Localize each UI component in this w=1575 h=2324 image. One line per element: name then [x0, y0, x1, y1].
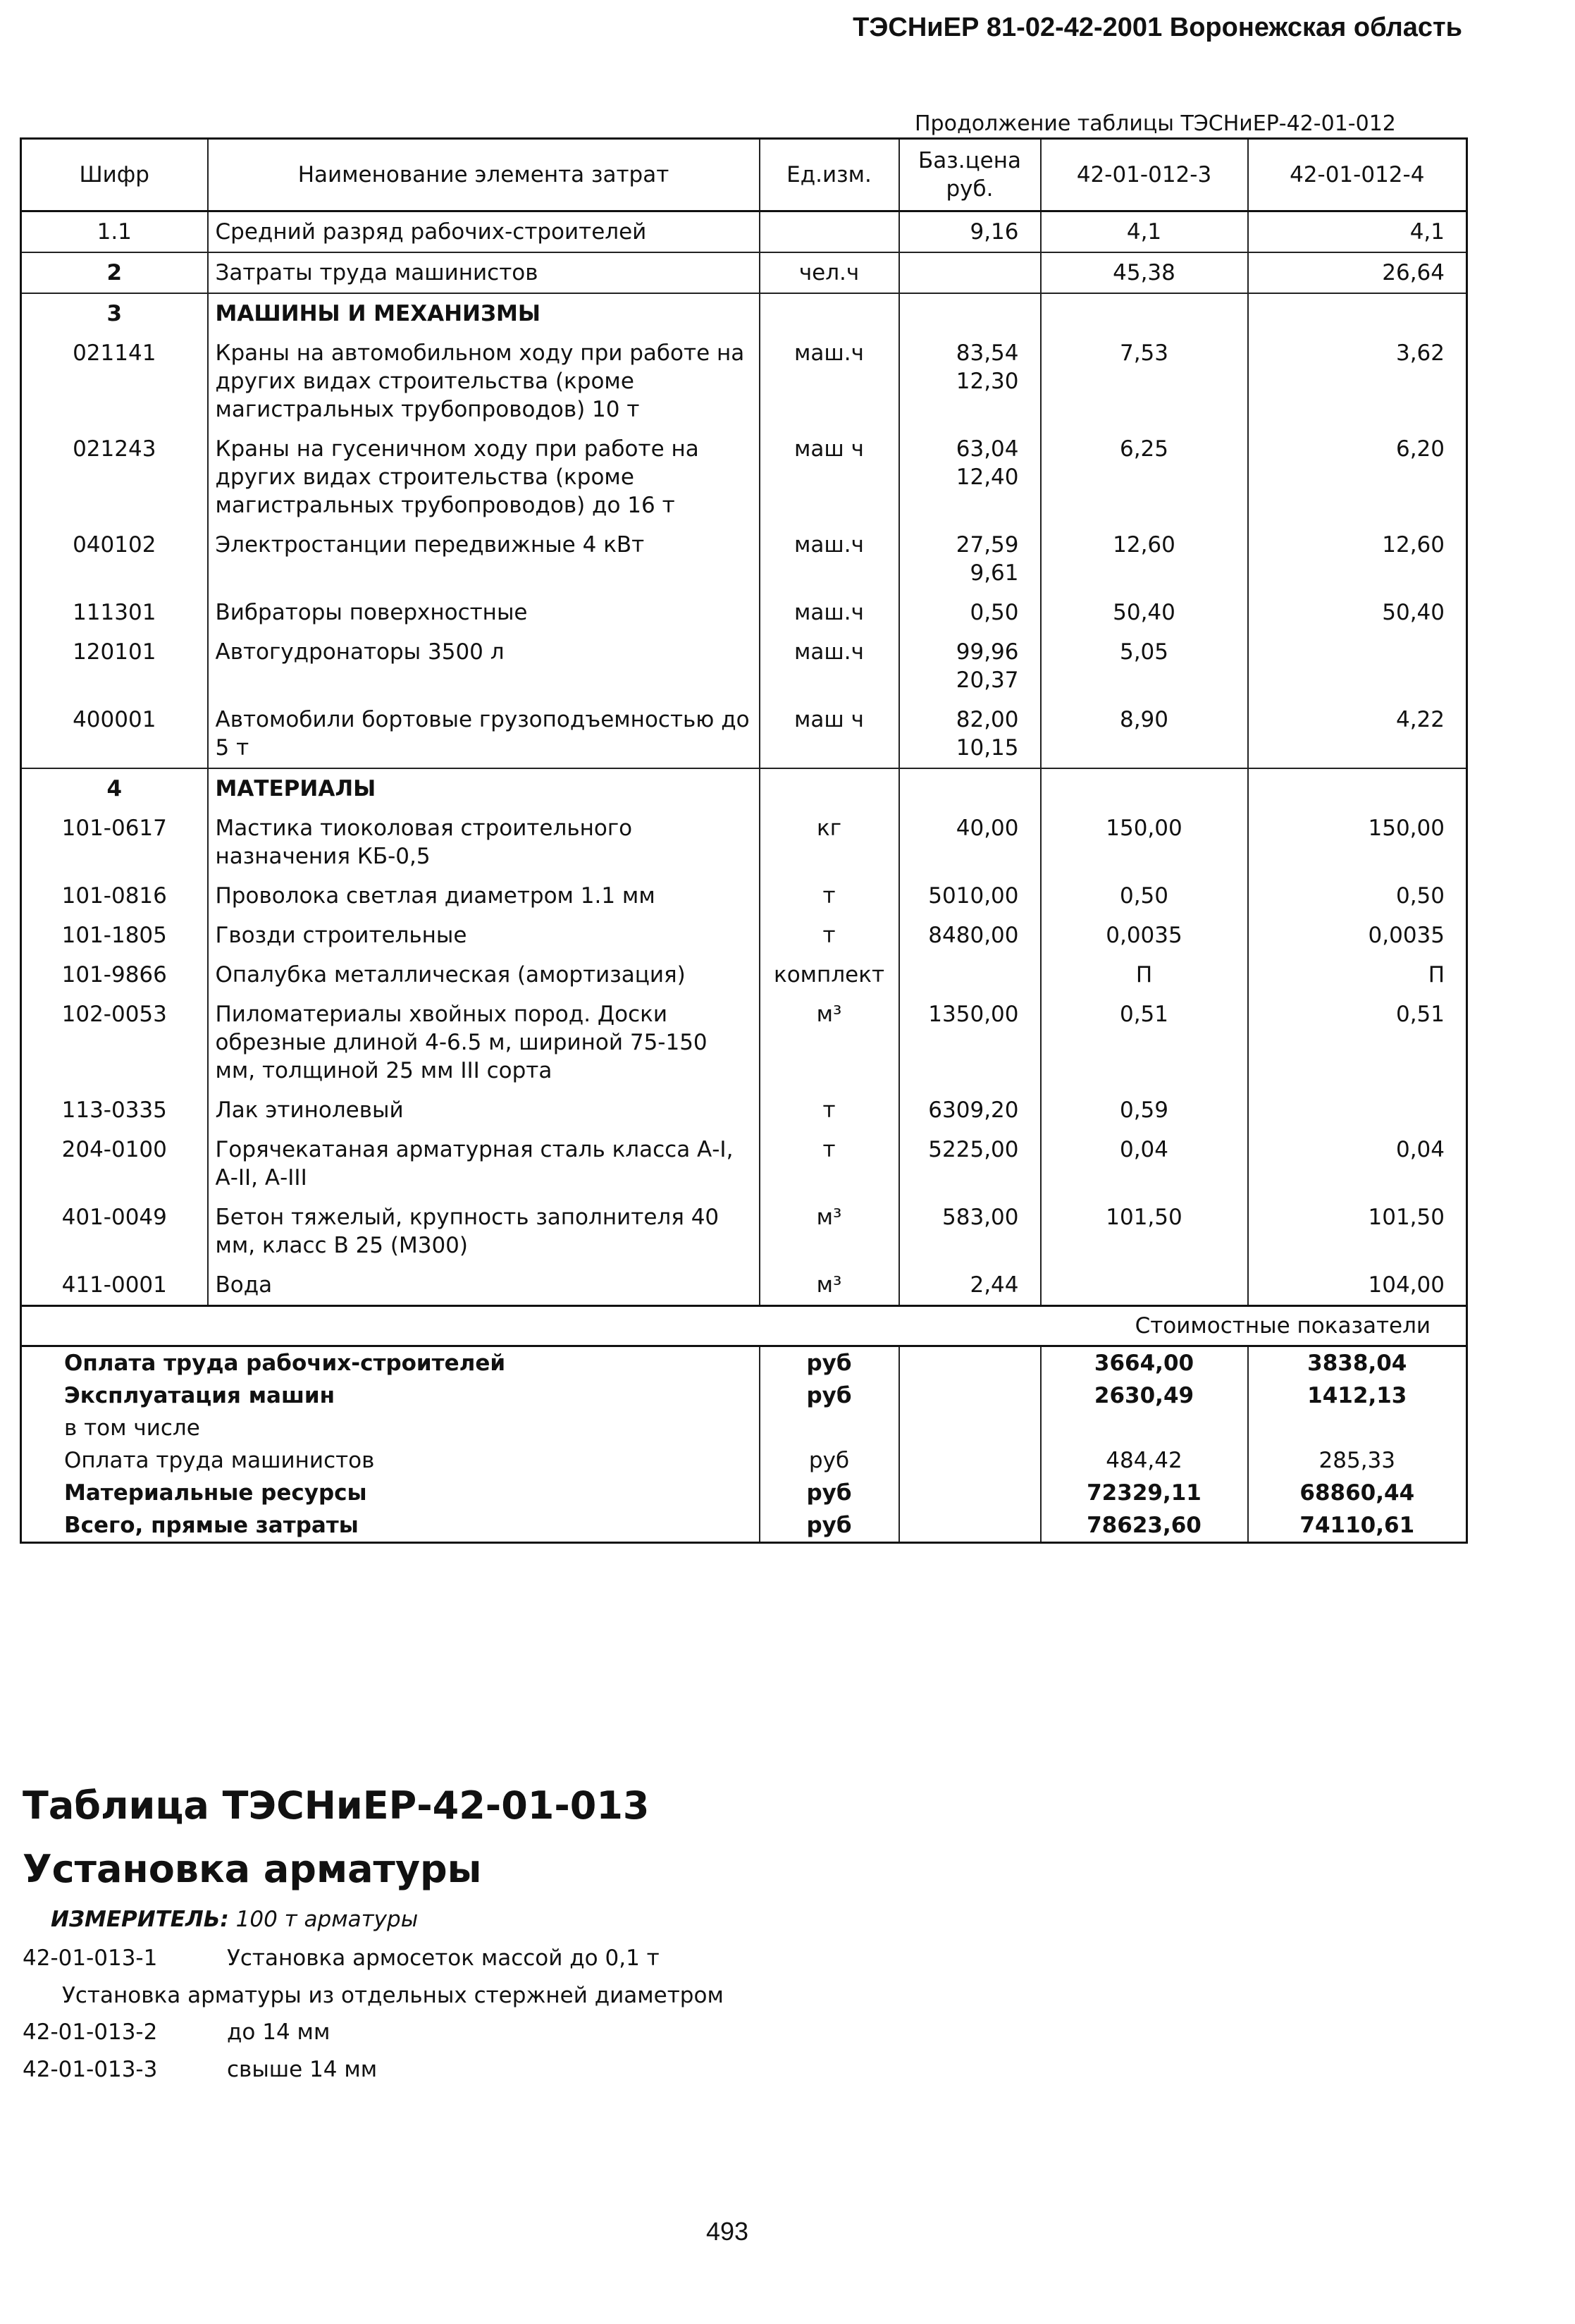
cell-price: 583,00: [899, 1198, 1041, 1265]
col-header-code: Шифр: [21, 139, 208, 211]
cell-c3: 5,05: [1041, 632, 1248, 700]
summary-unit: руб: [760, 1477, 899, 1509]
table-row: [21, 916, 1467, 955]
cell-c4: 0,04: [1248, 1130, 1467, 1198]
cell-code: 021243: [73, 436, 156, 462]
cell-c3: 4,1: [1041, 211, 1248, 253]
summary-body: [21, 1307, 1467, 1543]
summary-c3: 78623,60: [1041, 1509, 1248, 1543]
summary-empty: [899, 1379, 1041, 1412]
cell-code: 101-0617: [61, 816, 167, 841]
table-row: [21, 1198, 1467, 1265]
cell-c3: 50,40: [1041, 593, 1248, 632]
summary-c3: 484,42: [1041, 1444, 1248, 1477]
cell-name: Краны на гусеничном ходу при работе на других видах строительства (кроме магистральных трубопроводов) до 16 т: [208, 429, 760, 525]
summary-c4: 74110,61: [1248, 1509, 1467, 1543]
cell-name: Пиломатериалы хвойных пород. Доски обрезные длиной 4-6.5 м, шириной 75-150 мм, толщиной 25 мм III сорта: [208, 995, 760, 1090]
cell-c3: 0,51: [1041, 995, 1248, 1090]
cell-name: Горячекатаная арматурная сталь класса А-I, А-II, А-III: [208, 1130, 760, 1198]
cell-unit: м³: [760, 995, 899, 1090]
cell-unit: м³: [760, 1198, 899, 1265]
cell-name: Лак этинолевый: [208, 1090, 760, 1130]
meter-label: ИЗМЕРИТЕЛЬ:: [51, 1907, 229, 1932]
table-row: [21, 252, 1467, 293]
cell-c3: 12,60: [1041, 525, 1248, 593]
table-row: [21, 1130, 1467, 1198]
cell-unit: [760, 211, 899, 253]
cell-unit: чел.ч: [760, 252, 899, 293]
cell-unit: т: [760, 876, 899, 916]
item-code: 42-01-013-2: [23, 2019, 158, 2045]
table-row: [21, 700, 1467, 768]
cell-c3: 0,04: [1041, 1130, 1248, 1198]
cell-price: 5225,00: [899, 1130, 1041, 1198]
cell-c3: [1041, 293, 1248, 333]
table-row: [21, 632, 1467, 700]
meter-value: 100 т арматуры: [235, 1907, 419, 1932]
cell-unit: маш ч: [760, 429, 899, 525]
summary-c3: 2630,49: [1041, 1379, 1248, 1412]
summary-empty: [899, 1444, 1041, 1477]
meter-line: [51, 1907, 418, 1932]
table-row: [21, 333, 1467, 429]
col-header-unit: Ед.изм.: [760, 139, 899, 211]
col-header-c4: 42-01-012-4: [1248, 139, 1467, 211]
item-line: [62, 1983, 724, 2008]
cell-price: [899, 293, 1041, 333]
cell-code: 1.1: [21, 211, 208, 253]
cell-price: [899, 768, 1041, 809]
price-wage: 20,37: [956, 668, 1019, 693]
table-body: [21, 211, 1467, 1306]
cell-c4: 0,50: [1248, 876, 1467, 916]
summary-c4: 68860,44: [1248, 1477, 1467, 1509]
cell-c4: [1248, 293, 1467, 333]
cell-price: 1350,00: [899, 995, 1041, 1090]
cell-unit: [760, 293, 899, 333]
cell-unit: т: [760, 916, 899, 955]
table-row: [21, 211, 1467, 253]
summary-c4: 1412,13: [1248, 1379, 1467, 1412]
resource-table: [20, 137, 1468, 1307]
cell-code: 102-0053: [61, 1002, 167, 1027]
cell-c4: 4,1: [1248, 211, 1467, 253]
cell-price: [899, 525, 1041, 593]
table-row: [21, 1265, 1467, 1306]
item-code: 42-01-013-3: [23, 2057, 158, 2082]
cell-price: 40,00: [899, 809, 1041, 876]
summary-heading-row: [21, 1307, 1467, 1346]
table-row: [21, 876, 1467, 916]
price-wage: 12,40: [956, 465, 1019, 490]
cell-c3: 0,50: [1041, 876, 1248, 916]
summary-label: Оплата труда машинистов: [64, 1448, 375, 1473]
summary-c3: [1041, 1412, 1248, 1444]
cell-name: Мастика тиоколовая строительного назначения КБ-0,5: [208, 809, 760, 876]
table-row: [21, 995, 1467, 1090]
summary-unit: [760, 1412, 899, 1444]
price-base: 63,04: [956, 436, 1019, 462]
cell-unit: комплект: [760, 955, 899, 995]
cell-c4: 150,00: [1248, 809, 1467, 876]
cell-c4: 104,00: [1248, 1265, 1467, 1306]
table-continuation-caption: Продолжение таблицы ТЭСНиЕР-42-01-012: [915, 111, 1396, 136]
cell-price: [899, 700, 1041, 768]
cell-name: МАШИНЫ И МЕХАНИЗМЫ: [208, 293, 760, 333]
cell-unit: м³: [760, 1265, 899, 1306]
cell-c4: 3,62: [1248, 333, 1467, 429]
table-row: [21, 293, 1467, 333]
cell-code: 204-0100: [61, 1137, 167, 1162]
cell-c3: П: [1041, 955, 1248, 995]
page-header: ТЭСНиЕР 81-02-42-2001 Воронежская область: [853, 13, 1462, 42]
cell-code: 101-1805: [61, 923, 167, 948]
col-header-c3: 42-01-012-3: [1041, 139, 1248, 211]
cell-price: 2,44: [899, 1265, 1041, 1306]
price-wage: 12,30: [956, 369, 1019, 394]
col-header-price: Баз.цена руб.: [899, 139, 1041, 211]
cell-price: [899, 632, 1041, 700]
cell-c3: 45,38: [1041, 252, 1248, 293]
cell-code: 3: [106, 301, 123, 326]
cell-c4: 101,50: [1248, 1198, 1467, 1265]
cell-code: 4: [106, 776, 123, 801]
item-text: Установка арматуры из отдельных стержней диаметром: [62, 1983, 724, 2008]
cell-c3: 150,00: [1041, 809, 1248, 876]
price-base: 27,59: [956, 532, 1019, 558]
cell-unit: [760, 768, 899, 809]
cell-name: МАТЕРИАЛЫ: [208, 768, 760, 809]
summary-c4: [1248, 1412, 1467, 1444]
cell-code: 400001: [21, 700, 208, 768]
cell-name: Опалубка металлическая (амортизация): [208, 955, 760, 995]
cell-code: 2: [21, 252, 208, 293]
cell-name: Гвозди строительные: [208, 916, 760, 955]
cell-name: Автомобили бортовые грузоподъемностью до 5 т: [208, 700, 760, 768]
table-row: [21, 525, 1467, 593]
cell-c3: 7,53: [1041, 333, 1248, 429]
item-code: 42-01-013-1: [23, 1945, 158, 1971]
cell-c3: 6,25: [1041, 429, 1248, 525]
cell-name: Средний разряд рабочих-строителей: [208, 211, 760, 253]
price-wage: 9,61: [970, 560, 1019, 586]
summary-label: Всего, прямые затраты: [64, 1513, 359, 1538]
table-header-row: [21, 139, 1467, 211]
summary-unit: руб: [760, 1509, 899, 1543]
cell-name: Вода: [208, 1265, 760, 1306]
cell-price: 8480,00: [899, 916, 1041, 955]
summary-unit: руб: [760, 1444, 899, 1477]
cell-unit: т: [760, 1090, 899, 1130]
summary-c3: 3664,00: [1041, 1346, 1248, 1380]
cell-unit: маш.ч: [760, 333, 899, 429]
summary-row: [21, 1444, 1467, 1477]
summary-label: в том числе: [64, 1415, 200, 1441]
cell-price: 0,50: [899, 593, 1041, 632]
cell-c4: [1248, 768, 1467, 809]
cell-c4: 6,20: [1248, 429, 1467, 525]
summary-label: Эксплуатация машин: [64, 1383, 335, 1408]
item-line: [23, 1945, 660, 1971]
cell-c4: 50,40: [1248, 593, 1467, 632]
cell-unit: т: [760, 1130, 899, 1198]
cell-unit: маш.ч: [760, 525, 899, 593]
cell-c4: [1248, 1090, 1467, 1130]
cell-name: Затраты труда машинистов: [208, 252, 760, 293]
summary-row: [21, 1379, 1467, 1412]
summary-empty: [899, 1346, 1041, 1380]
item-text: свыше 14 мм: [227, 2057, 378, 2082]
summary-row: [21, 1346, 1467, 1380]
price-base: 83,54: [956, 340, 1019, 366]
item-line: [23, 2057, 377, 2082]
cell-code: 101-0816: [61, 883, 167, 909]
cell-price: [899, 429, 1041, 525]
cell-name: Краны на автомобильном ходу при работе на других видах строительства (кроме магистральных трубопроводов) 10 т: [208, 333, 760, 429]
cell-code: 040102: [73, 532, 156, 558]
cell-price: [899, 955, 1041, 995]
table-row: [21, 809, 1467, 876]
item-line: [23, 2019, 330, 2045]
cell-unit: маш.ч: [760, 593, 899, 632]
summary-c4: 285,33: [1248, 1444, 1467, 1477]
cell-code: 120101: [73, 639, 156, 665]
cell-code: 411-0001: [21, 1265, 208, 1306]
summary-unit: руб: [760, 1379, 899, 1412]
cell-c4: 4,22: [1248, 700, 1467, 768]
cell-c4: 26,64: [1248, 252, 1467, 293]
price-wage: 10,15: [956, 735, 1019, 761]
cell-price: [899, 252, 1041, 293]
cell-code: 021141: [73, 340, 156, 366]
cell-code: 113-0335: [61, 1098, 167, 1123]
table-row: [21, 768, 1467, 809]
page-number: 493: [706, 2217, 749, 2246]
summary-c3: 72329,11: [1041, 1477, 1248, 1509]
cell-c3: 101,50: [1041, 1198, 1248, 1265]
cell-code: 111301: [73, 600, 156, 625]
summary-table: [20, 1307, 1468, 1544]
cell-name: Электростанции передвижные 4 кВт: [208, 525, 760, 593]
cell-c3: 0,0035: [1041, 916, 1248, 955]
cell-name: Бетон тяжелый, крупность заполнителя 40 мм, класс В 25 (М300): [208, 1198, 760, 1265]
cell-unit: кг: [760, 809, 899, 876]
cell-price: [899, 333, 1041, 429]
summary-row: [21, 1412, 1467, 1444]
summary-row: [21, 1477, 1467, 1509]
cell-price: 6309,20: [899, 1090, 1041, 1130]
summary-label: Материальные ресурсы: [64, 1480, 367, 1506]
summary-empty: [899, 1412, 1041, 1444]
cell-c4: 0,51: [1248, 995, 1467, 1090]
section-subtitle: Установка арматуры: [23, 1847, 482, 1891]
cost-table-container: [20, 137, 1466, 1544]
cell-code: 401-0049: [61, 1205, 167, 1230]
cell-c4: [1248, 632, 1467, 700]
col-header-name: Наименование элемента затрат: [208, 139, 760, 211]
summary-c4: 3838,04: [1248, 1346, 1467, 1380]
cell-unit: маш ч: [760, 700, 899, 768]
cell-c3: [1041, 768, 1248, 809]
summary-row: [21, 1509, 1467, 1543]
cell-price: 5010,00: [899, 876, 1041, 916]
cell-c4: 0,0035: [1248, 916, 1467, 955]
cell-c3: [1041, 1265, 1248, 1306]
cell-name: Вибраторы поверхностные: [208, 593, 760, 632]
cell-name: Автогудронаторы 3500 л: [208, 632, 760, 700]
summary-heading: Стоимостные показатели: [21, 1307, 1467, 1346]
summary-empty: [899, 1477, 1041, 1509]
table-row: [21, 429, 1467, 525]
table-row: [21, 955, 1467, 995]
table-row: [21, 1090, 1467, 1130]
cell-c3: 8,90: [1041, 700, 1248, 768]
item-text: Установка армосеток массой до 0,1 т: [227, 1945, 660, 1971]
cell-c4: П: [1248, 955, 1467, 995]
item-text: до 14 мм: [227, 2019, 331, 2045]
price-base: 82,00: [956, 707, 1019, 732]
cell-c3: 0,59: [1041, 1090, 1248, 1130]
price-base: 99,96: [956, 639, 1019, 665]
table-row: [21, 593, 1467, 632]
summary-unit: руб: [760, 1346, 899, 1380]
cell-unit: маш.ч: [760, 632, 899, 700]
cell-c4: 12,60: [1248, 525, 1467, 593]
summary-empty: [899, 1509, 1041, 1543]
cell-code: 101-9866: [61, 962, 167, 988]
cell-price: 9,16: [899, 211, 1041, 253]
section-title: Таблица ТЭСНиЕР-42-01-013: [23, 1783, 650, 1828]
cell-name: Проволока светлая диаметром 1.1 мм: [208, 876, 760, 916]
summary-label: Оплата труда рабочих-строителей: [64, 1351, 506, 1376]
